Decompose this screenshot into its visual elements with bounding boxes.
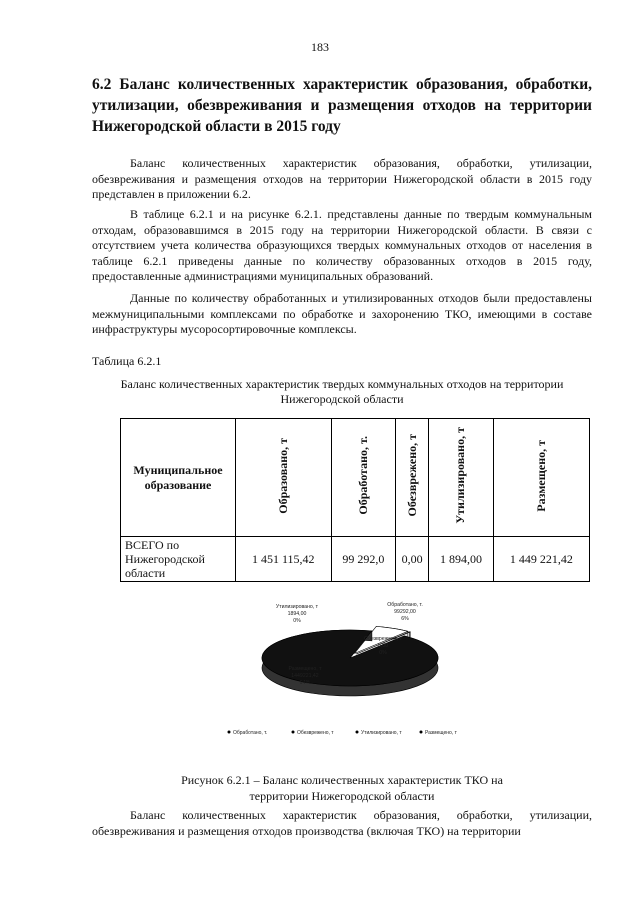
cell-utilized: 1 894,00 xyxy=(429,537,494,582)
data-label: 1894,00 xyxy=(287,611,307,617)
cell-formed: 1 451 115,42 xyxy=(236,537,332,582)
header-processed-label: Обработано, т. xyxy=(355,436,370,515)
data-label: Утилизировано, т xyxy=(275,604,319,610)
balance-table xyxy=(120,418,590,582)
paragraph-3: Данные по количеству обработанных и утилизированных отходов были предоставлены межмуниципальными комплексами по обработке и захоронению ТКО, имеющими в составе инфраструктуры мусоросортировочные комплексы. xyxy=(92,291,592,336)
pie-chart-svg xyxy=(215,588,485,748)
data-label: 94% xyxy=(299,680,311,686)
figure-caption xyxy=(92,772,592,804)
section-title: 6.2 Баланс количественных характеристик образования, обработки, утилизации, обезвреживания и размещения отходов на территории Нижегородской области в 2015 году xyxy=(92,76,592,135)
data-label: Обезврежено, т xyxy=(364,636,402,642)
header-utilized-label: Утилизировано, т xyxy=(453,427,468,524)
data-label: 0% xyxy=(379,650,387,656)
header-neutralized-label: Обезврежено, т xyxy=(404,434,419,517)
legend-entry: Обработано, т. xyxy=(233,730,268,736)
legend-marker xyxy=(292,731,295,734)
data-label: Размещено, т xyxy=(288,666,322,672)
data-label: 1449221,42 xyxy=(291,673,319,679)
header-municipality: Муниципальное образование xyxy=(121,419,236,537)
cell-municipality: ВСЕГО по Нижегородской области xyxy=(121,537,236,582)
header-formed xyxy=(236,419,332,537)
header-processed xyxy=(331,419,396,537)
table-header-row xyxy=(121,419,590,537)
header-formed-label: Образовано, т xyxy=(275,437,290,514)
table-row xyxy=(121,537,590,582)
page-number: 183 xyxy=(311,40,329,54)
data-label: 99292,00 xyxy=(394,609,416,615)
header-utilized xyxy=(429,419,494,537)
cell-placed: 1 449 221,42 xyxy=(493,537,589,582)
cell-neutralized: 0,00 xyxy=(396,537,429,582)
data-label: Обработано, т. xyxy=(387,602,423,608)
data-label: 0,00 xyxy=(377,643,389,649)
pie-slice xyxy=(262,630,438,686)
legend-marker xyxy=(228,731,231,734)
legend-entry: Утилизировано, т xyxy=(361,730,402,736)
header-placed xyxy=(493,419,589,537)
data-label: 6% xyxy=(401,616,409,622)
table-caption: Баланс количественных характеристик твердых коммунальных отходов на территории Нижегородской области xyxy=(120,377,564,406)
paragraph-1: Баланс количественных характеристик образования, обработки, утилизации, обезвреживания и размещения отходов на территории Нижегородской области в 2015 году представлен в приложении 6.2. xyxy=(92,156,592,201)
header-placed-label: Размещено, т xyxy=(533,439,548,512)
legend-marker xyxy=(356,731,359,734)
header-neutralized xyxy=(396,419,429,537)
table-label: Таблица 6.2.1 xyxy=(92,354,162,368)
figure-caption-line-2: территории Нижегородской области xyxy=(249,789,435,803)
pie-chart xyxy=(215,588,485,748)
figure-caption-line-1: Рисунок 6.2.1 – Баланс количественных характеристик ТКО на xyxy=(181,773,503,787)
paragraph-2: В таблице 6.2.1 и на рисунке 6.2.1. представлены данные по твердым коммунальным отходам, образовавшимся в 2015 году на территории Нижегородской области. В связи с отсутствием учета количества образующихся твердых коммунальных отходов от населения в таблице 6.2.1 приведены данные по количеству образованных отходов в 2015 году, предоставленные администрациями муниципальных образований. xyxy=(92,207,592,283)
legend-entry: Обезврежено, т xyxy=(297,730,334,736)
cell-processed: 99 292,0 xyxy=(331,537,396,582)
legend-entry: Размещено, т xyxy=(425,730,457,736)
paragraph-4: Баланс количественных характеристик образования, обработки, утилизации, обезвреживания и размещения отходов производства (включая ТКО) на территории xyxy=(92,808,592,838)
legend-marker xyxy=(420,731,423,734)
data-label: 0% xyxy=(293,618,301,624)
